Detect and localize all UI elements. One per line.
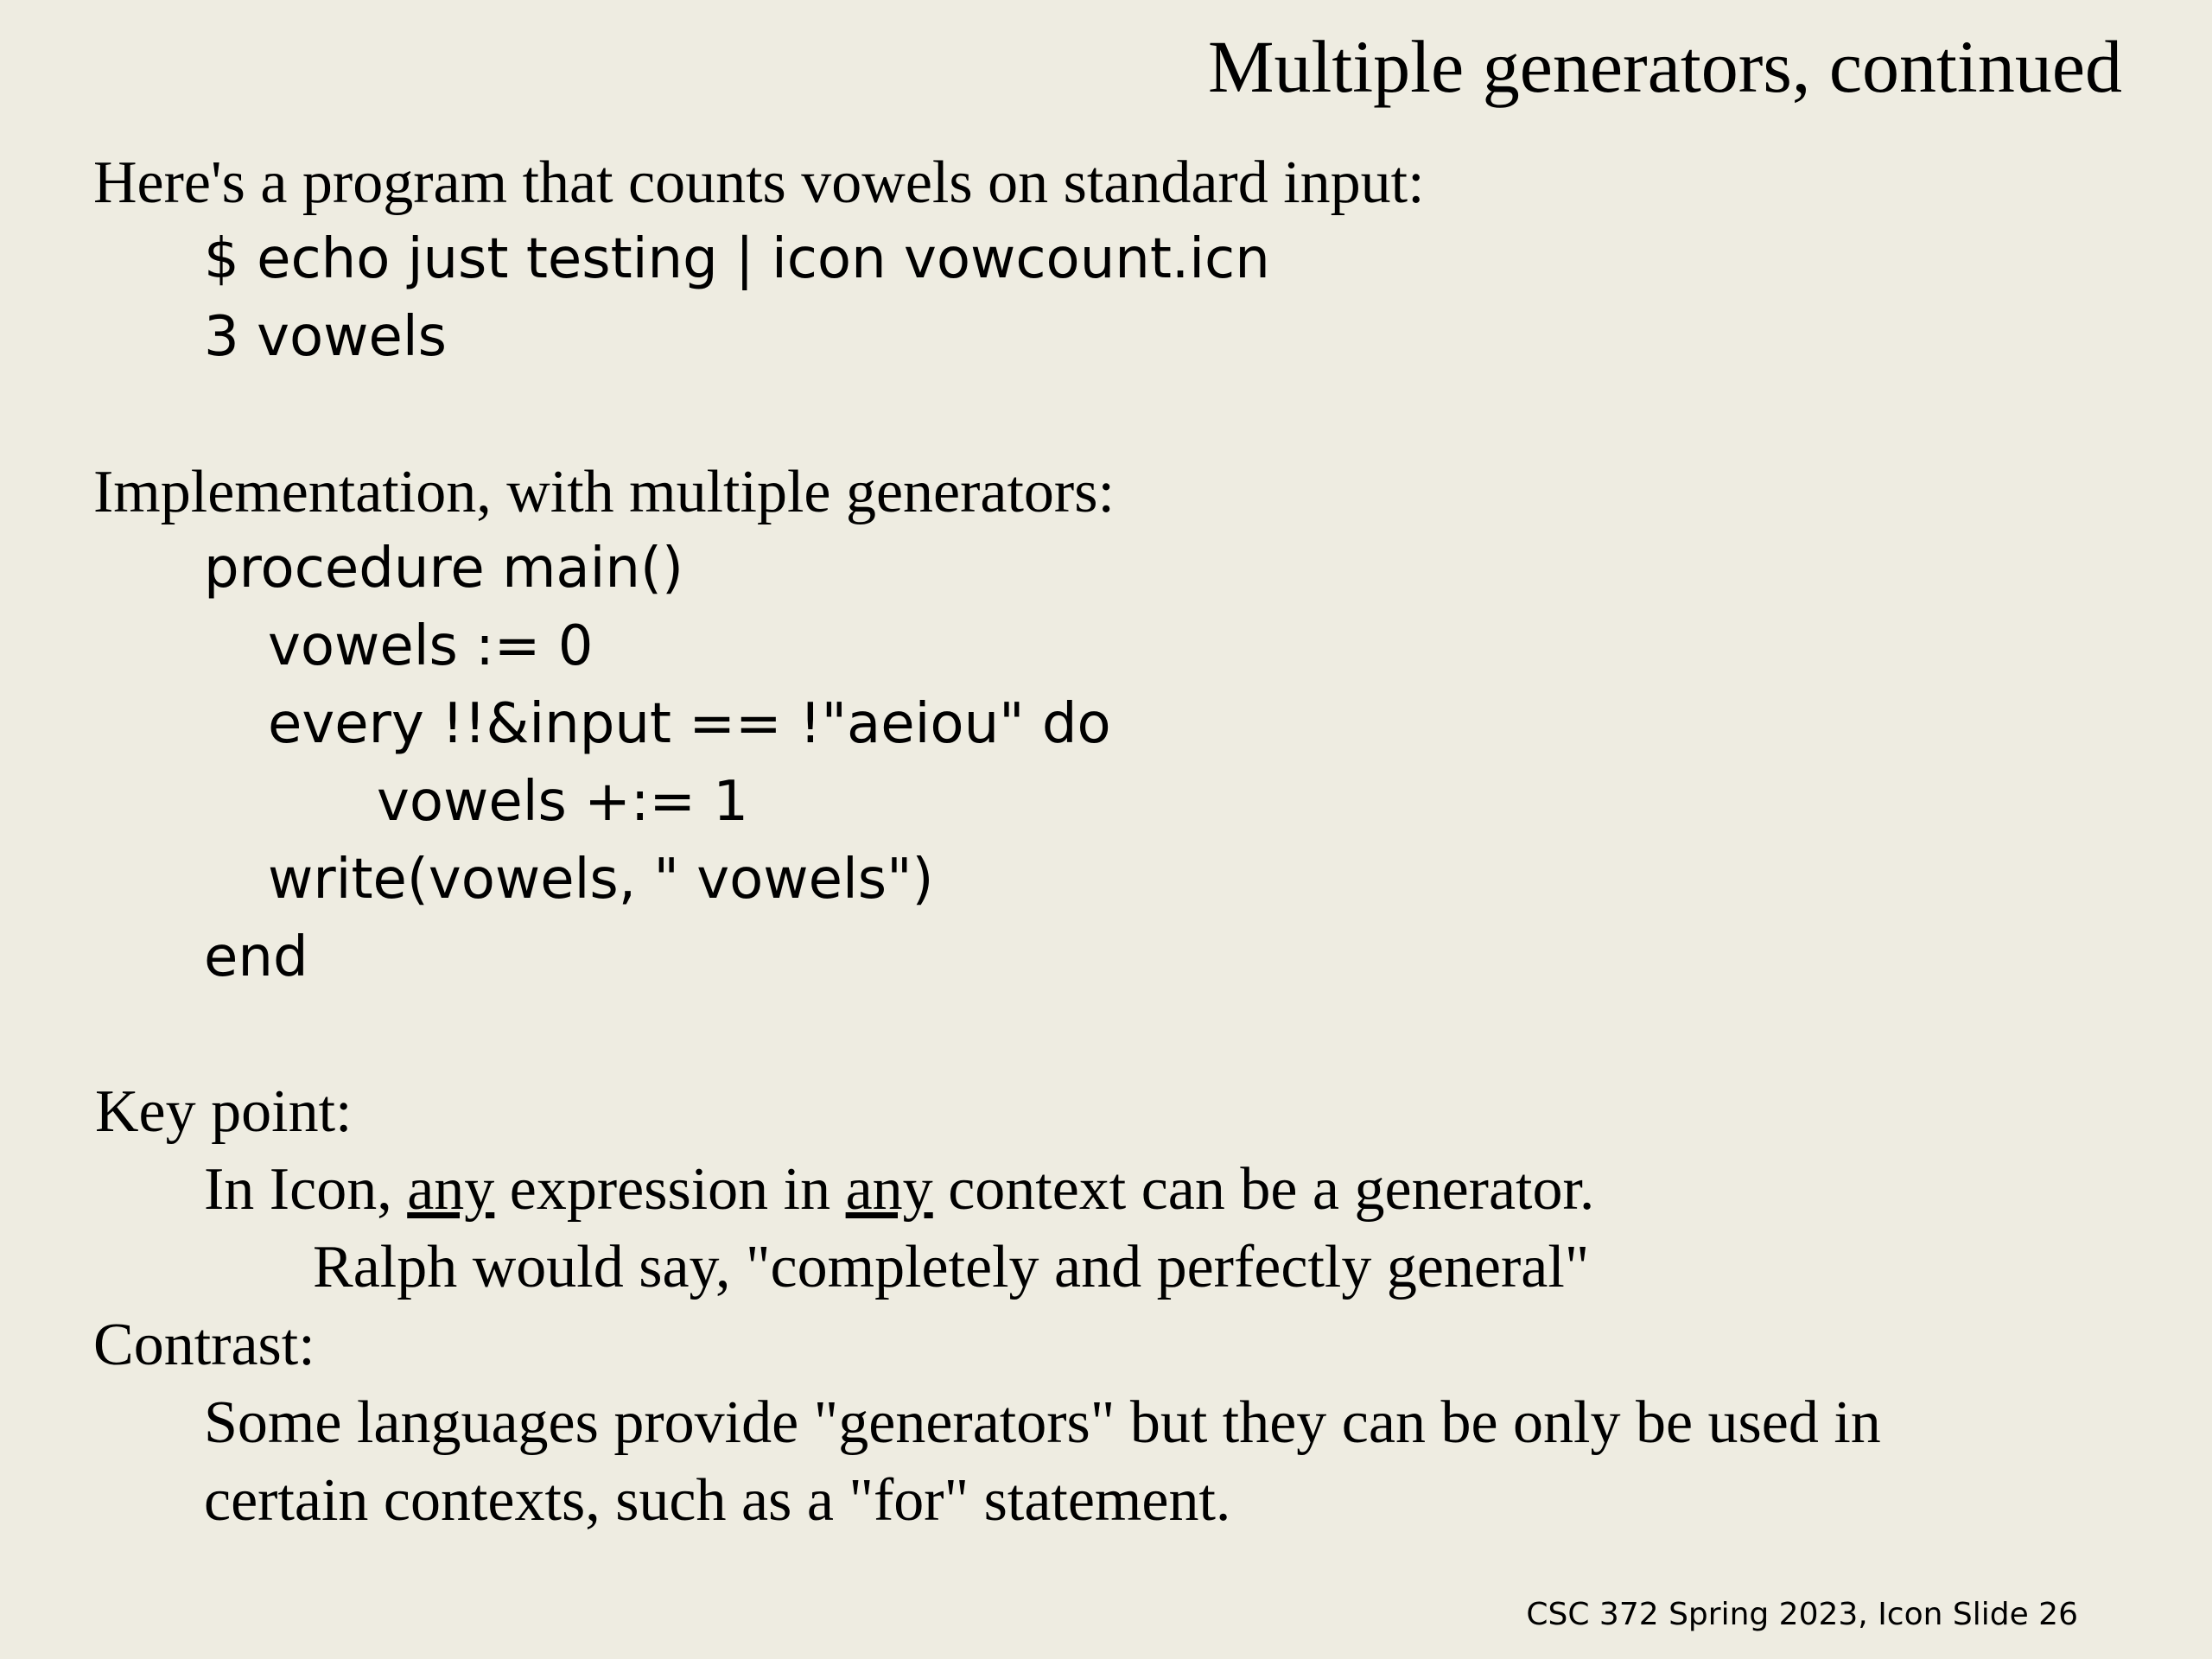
contrast-heading: Contrast: bbox=[93, 1312, 315, 1378]
code-line-5: write(vowels, " vowels") bbox=[268, 848, 934, 912]
implementation-heading: Implementation, with multiple generators: bbox=[93, 459, 1115, 525]
code-line-6: end bbox=[204, 925, 308, 989]
slide-title: Multiple generators, continued bbox=[1208, 25, 2122, 108]
key-point-heading: Key point: bbox=[95, 1078, 353, 1145]
code-line-4: vowels +:= 1 bbox=[377, 770, 749, 834]
contrast-line-1: Some languages provide "generators" but they can be only be used in bbox=[204, 1389, 1881, 1456]
code-line-1: procedure main() bbox=[204, 537, 683, 601]
contrast-line-2: certain contexts, such as a "for" statement. bbox=[204, 1467, 1231, 1534]
example-command: $ echo just testing | icon vowcount.icn bbox=[204, 227, 1270, 291]
code-line-2: vowels := 0 bbox=[268, 614, 594, 678]
key-point-part-3: context can be a generator. bbox=[932, 1156, 1595, 1223]
key-point-text bbox=[204, 1154, 1594, 1226]
intro-text: Here's a program that counts vowels on standard input: bbox=[93, 149, 1425, 216]
example-output: 3 vowels bbox=[204, 305, 447, 369]
key-point-quote: Ralph would say, "completely and perfectly general" bbox=[313, 1234, 1590, 1300]
code-line-3: every !!&input == !"aeiou" do bbox=[268, 692, 1111, 756]
key-point-part-1: In Icon, bbox=[204, 1156, 408, 1223]
slide-footer: CSC 372 Spring 2023, Icon Slide 26 bbox=[1526, 1597, 2078, 1632]
emphasis-any-2: any bbox=[845, 1156, 933, 1223]
key-point-part-2: expression in bbox=[494, 1156, 846, 1223]
emphasis-any-1: any bbox=[407, 1156, 495, 1223]
